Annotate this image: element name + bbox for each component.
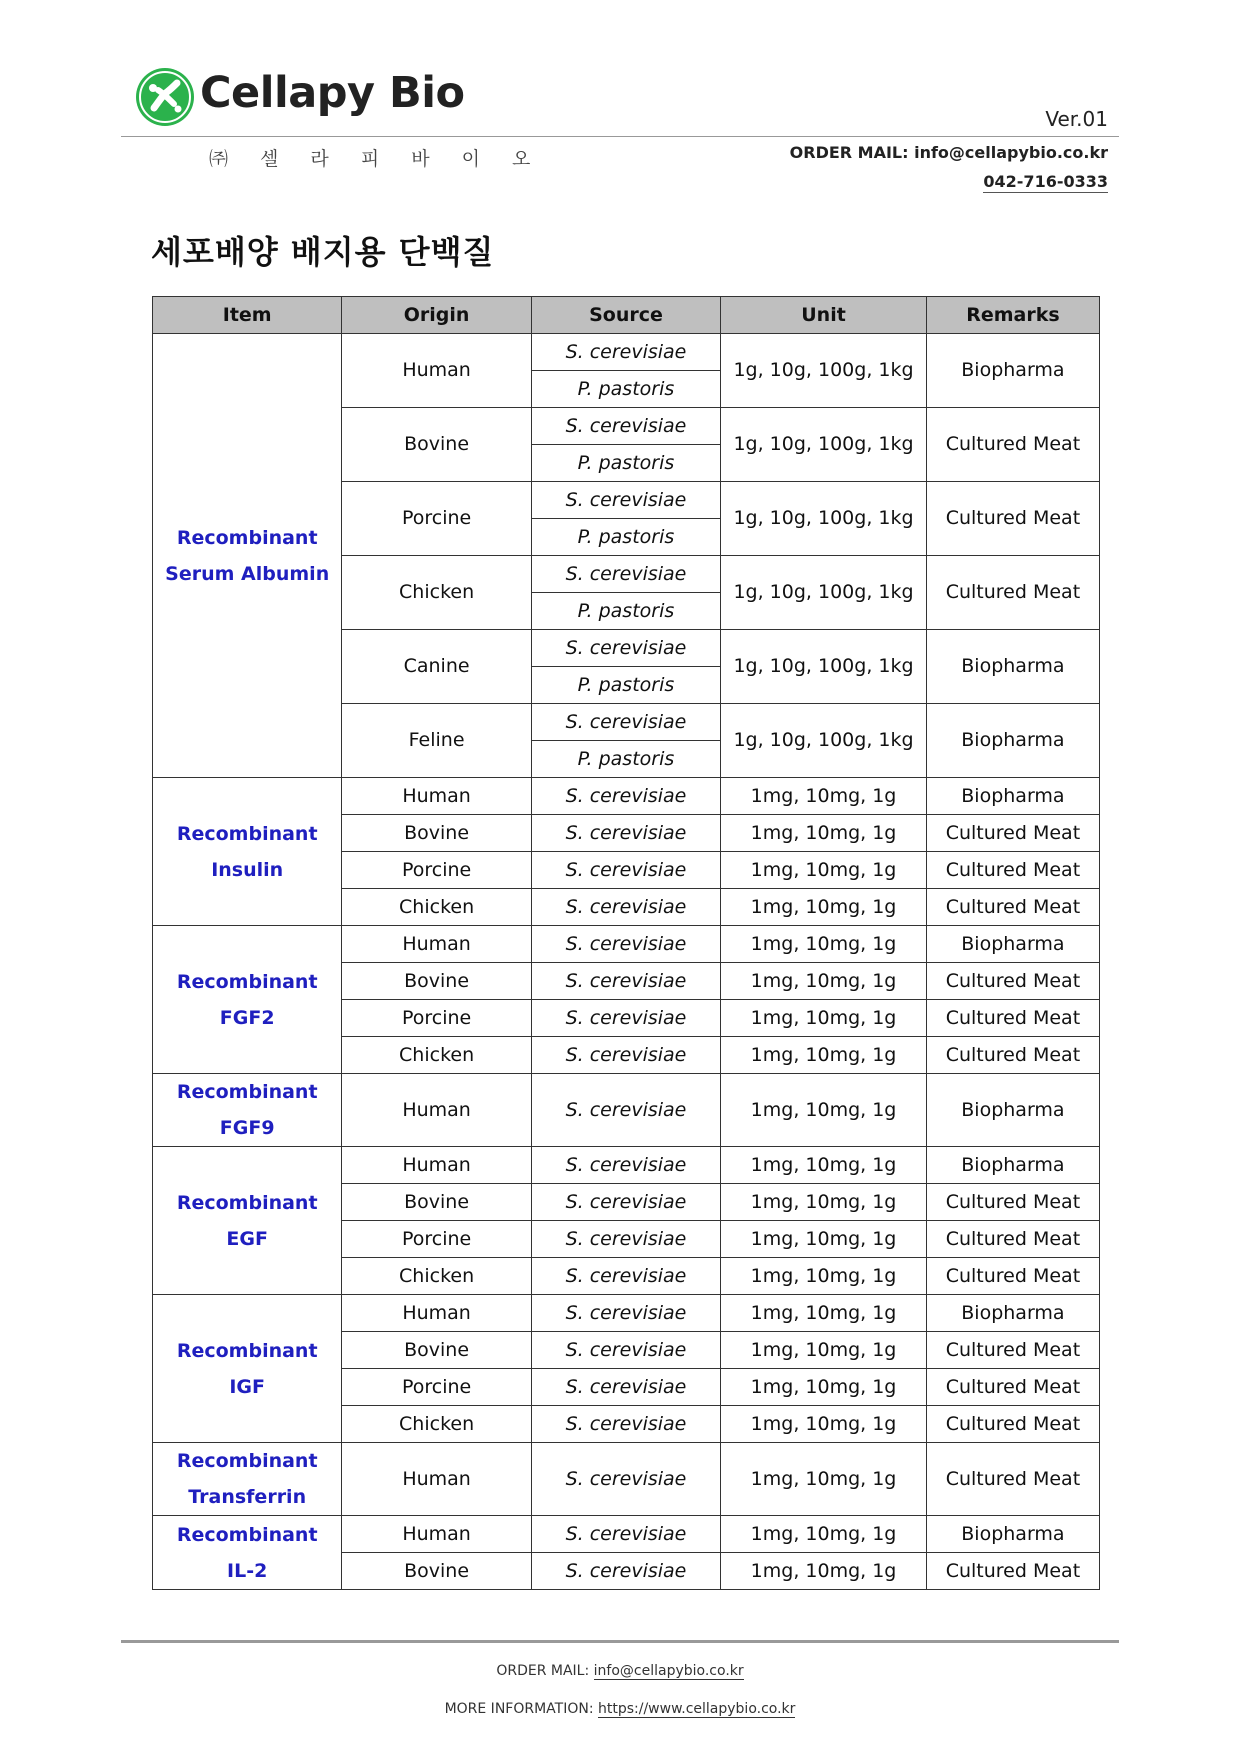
origin-cell: Porcine	[342, 1000, 531, 1037]
unit-cell: 1mg, 10mg, 1g	[721, 815, 927, 852]
origin-cell: Chicken	[342, 556, 531, 630]
remarks-cell: Biopharma	[926, 1295, 1099, 1332]
source-cell: S. cerevisiae	[531, 1074, 720, 1147]
remarks-cell: Cultured Meat	[926, 1369, 1099, 1406]
remarks-cell: Cultured Meat	[926, 1184, 1099, 1221]
item-name-line: IL-2	[227, 1559, 268, 1582]
item-cell	[153, 1074, 342, 1147]
origin-cell: Chicken	[342, 1258, 531, 1295]
unit-cell: 1mg, 10mg, 1g	[721, 1443, 927, 1516]
origin-cell: Chicken	[342, 889, 531, 926]
header-remarks: Remarks	[926, 297, 1099, 334]
source-cell: S. cerevisiae	[531, 1184, 720, 1221]
remarks-cell: Cultured Meat	[926, 1443, 1099, 1516]
item-name-line: IGF	[229, 1375, 266, 1398]
item-cell	[153, 1147, 342, 1295]
item-name-line: Insulin	[211, 858, 284, 881]
table-row	[153, 778, 1100, 815]
source-cell: S. cerevisiae	[531, 926, 720, 963]
remarks-cell: Cultured Meat	[926, 556, 1099, 630]
table-header-row	[153, 297, 1100, 334]
item-cell	[153, 334, 342, 778]
remarks-cell: Biopharma	[926, 778, 1099, 815]
footer-order-mail-link[interactable]: info@cellapybio.co.kr	[593, 1663, 744, 1679]
source-cell: P. pastoris	[531, 371, 720, 408]
source-cell: S. cerevisiae	[531, 889, 720, 926]
source-cell: S. cerevisiae	[531, 704, 720, 741]
cellapy-logo-icon	[134, 66, 196, 128]
remarks-cell: Cultured Meat	[926, 1553, 1099, 1590]
unit-cell: 1mg, 10mg, 1g	[721, 963, 927, 1000]
remarks-cell: Cultured Meat	[926, 1332, 1099, 1369]
source-cell: S. cerevisiae	[531, 852, 720, 889]
source-cell: S. cerevisiae	[531, 1147, 720, 1184]
origin-cell: Human	[342, 1147, 531, 1184]
source-cell: S. cerevisiae	[531, 1000, 720, 1037]
unit-cell: 1mg, 10mg, 1g	[721, 1147, 927, 1184]
remarks-cell: Cultured Meat	[926, 1258, 1099, 1295]
origin-cell: Chicken	[342, 1037, 531, 1074]
source-cell: S. cerevisiae	[531, 778, 720, 815]
unit-cell: 1mg, 10mg, 1g	[721, 1406, 927, 1443]
item-name-line: Serum Albumin	[165, 562, 330, 585]
origin-cell: Bovine	[342, 1184, 531, 1221]
source-cell: S. cerevisiae	[531, 1369, 720, 1406]
origin-cell: Human	[342, 1443, 531, 1516]
footer-divider	[121, 1640, 1119, 1643]
source-cell: P. pastoris	[531, 667, 720, 704]
order-mail-value[interactable]: info@cellapybio.co.kr	[914, 143, 1108, 162]
source-cell: P. pastoris	[531, 741, 720, 778]
unit-cell: 1mg, 10mg, 1g	[721, 1553, 927, 1590]
item-cell	[153, 1295, 342, 1443]
origin-cell: Bovine	[342, 408, 531, 482]
origin-cell: Canine	[342, 630, 531, 704]
origin-cell: Bovine	[342, 1553, 531, 1590]
item-name-line: Recombinant	[176, 1191, 318, 1214]
unit-cell: 1mg, 10mg, 1g	[721, 889, 927, 926]
origin-cell: Bovine	[342, 815, 531, 852]
origin-cell: Human	[342, 1295, 531, 1332]
header-item: Item	[153, 297, 342, 334]
remarks-cell: Biopharma	[926, 704, 1099, 778]
unit-cell: 1mg, 10mg, 1g	[721, 926, 927, 963]
origin-cell: Porcine	[342, 1369, 531, 1406]
unit-cell: 1mg, 10mg, 1g	[721, 1332, 927, 1369]
unit-cell: 1mg, 10mg, 1g	[721, 778, 927, 815]
unit-cell: 1mg, 10mg, 1g	[721, 1037, 927, 1074]
origin-cell: Bovine	[342, 1332, 531, 1369]
unit-cell: 1g, 10g, 100g, 1kg	[721, 556, 927, 630]
source-cell: S. cerevisiae	[531, 1553, 720, 1590]
remarks-cell: Cultured Meat	[926, 889, 1099, 926]
item-name-line: Recombinant	[176, 526, 318, 549]
origin-cell: Porcine	[342, 1221, 531, 1258]
remarks-cell: Cultured Meat	[926, 815, 1099, 852]
source-cell: S. cerevisiae	[531, 815, 720, 852]
source-cell: S. cerevisiae	[531, 1221, 720, 1258]
product-table	[152, 296, 1100, 1590]
unit-cell: 1mg, 10mg, 1g	[721, 1295, 927, 1332]
header-source: Source	[531, 297, 720, 334]
source-cell: P. pastoris	[531, 519, 720, 556]
table-body	[153, 334, 1100, 1590]
remarks-cell: Biopharma	[926, 1074, 1099, 1147]
unit-cell: 1mg, 10mg, 1g	[721, 1516, 927, 1553]
footer-more-info	[0, 1701, 1240, 1717]
unit-cell: 1g, 10g, 100g, 1kg	[721, 704, 927, 778]
source-cell: S. cerevisiae	[531, 408, 720, 445]
remarks-cell: Cultured Meat	[926, 1221, 1099, 1258]
source-cell: P. pastoris	[531, 445, 720, 482]
source-cell: S. cerevisiae	[531, 1443, 720, 1516]
source-cell: S. cerevisiae	[531, 1295, 720, 1332]
order-mail	[790, 143, 1108, 162]
source-cell: S. cerevisiae	[531, 1037, 720, 1074]
source-cell: S. cerevisiae	[531, 630, 720, 667]
origin-cell: Porcine	[342, 482, 531, 556]
header-origin: Origin	[342, 297, 531, 334]
source-cell: S. cerevisiae	[531, 1516, 720, 1553]
remarks-cell: Cultured Meat	[926, 1406, 1099, 1443]
origin-cell: Human	[342, 334, 531, 408]
unit-cell: 1mg, 10mg, 1g	[721, 1221, 927, 1258]
remarks-cell: Biopharma	[926, 1147, 1099, 1184]
item-name-line: Recombinant	[176, 1523, 318, 1546]
source-cell: S. cerevisiae	[531, 963, 720, 1000]
item-cell	[153, 1443, 342, 1516]
origin-cell: Human	[342, 1516, 531, 1553]
table-row	[153, 1295, 1100, 1332]
item-cell	[153, 926, 342, 1074]
source-cell: S. cerevisiae	[531, 1332, 720, 1369]
origin-cell: Human	[342, 778, 531, 815]
footer-website-link[interactable]: https://www.cellapybio.co.kr	[598, 1701, 796, 1717]
source-cell: S. cerevisiae	[531, 1406, 720, 1443]
table-row	[153, 1516, 1100, 1553]
brand-name: Cellapy Bio	[200, 68, 465, 118]
remarks-cell: Cultured Meat	[926, 963, 1099, 1000]
source-cell: S. cerevisiae	[531, 1258, 720, 1295]
phone-number[interactable]: 042-716-0333	[983, 172, 1108, 191]
remarks-cell: Cultured Meat	[926, 482, 1099, 556]
header-unit: Unit	[721, 297, 927, 334]
unit-cell: 1mg, 10mg, 1g	[721, 852, 927, 889]
company-korean-name: ㈜ 셀 라 피 바 이 오	[209, 148, 544, 170]
page-title: 세포배양 배지용 단백질	[151, 233, 495, 271]
item-name-line: Recombinant	[176, 1339, 318, 1362]
remarks-cell: Cultured Meat	[926, 852, 1099, 889]
item-name-line: Transferrin	[188, 1486, 307, 1508]
source-cell: S. cerevisiae	[531, 556, 720, 593]
unit-cell: 1mg, 10mg, 1g	[721, 1074, 927, 1147]
unit-cell: 1g, 10g, 100g, 1kg	[721, 630, 927, 704]
source-cell: P. pastoris	[531, 593, 720, 630]
table-row	[153, 1147, 1100, 1184]
item-name-line: Recombinant	[176, 822, 318, 845]
item-name-line: EGF	[226, 1227, 268, 1250]
origin-cell: Porcine	[342, 852, 531, 889]
item-name-line: FGF2	[219, 1006, 275, 1029]
origin-cell: Human	[342, 926, 531, 963]
remarks-cell: Biopharma	[926, 926, 1099, 963]
item-name-line: FGF9	[219, 1117, 275, 1139]
origin-cell: Feline	[342, 704, 531, 778]
item-cell	[153, 778, 342, 926]
unit-cell: 1g, 10g, 100g, 1kg	[721, 334, 927, 408]
unit-cell: 1mg, 10mg, 1g	[721, 1369, 927, 1406]
source-cell: S. cerevisiae	[531, 334, 720, 371]
remarks-cell: Cultured Meat	[926, 408, 1099, 482]
unit-cell: 1g, 10g, 100g, 1kg	[721, 408, 927, 482]
order-mail-label: ORDER MAIL:	[789, 143, 909, 162]
table-row	[153, 926, 1100, 963]
item-name-line: Recombinant	[176, 1450, 318, 1472]
header-divider	[121, 136, 1119, 137]
unit-cell: 1mg, 10mg, 1g	[721, 1000, 927, 1037]
footer-more-info-label: MORE INFORMATION:	[444, 1701, 598, 1717]
footer-order-mail	[0, 1663, 1240, 1679]
version-label: Ver.01	[1045, 107, 1108, 131]
item-cell	[153, 1516, 342, 1590]
remarks-cell: Cultured Meat	[926, 1000, 1099, 1037]
origin-cell: Human	[342, 1074, 531, 1147]
footer-order-mail-label: ORDER MAIL:	[496, 1663, 594, 1679]
origin-cell: Bovine	[342, 963, 531, 1000]
remarks-cell: Biopharma	[926, 1516, 1099, 1553]
origin-cell: Chicken	[342, 1406, 531, 1443]
unit-cell: 1mg, 10mg, 1g	[721, 1258, 927, 1295]
source-cell: S. cerevisiae	[531, 482, 720, 519]
item-name-line: Recombinant	[176, 970, 318, 993]
unit-cell: 1g, 10g, 100g, 1kg	[721, 482, 927, 556]
remarks-cell: Biopharma	[926, 630, 1099, 704]
table-row	[153, 334, 1100, 371]
remarks-cell: Cultured Meat	[926, 1037, 1099, 1074]
unit-cell: 1mg, 10mg, 1g	[721, 1184, 927, 1221]
remarks-cell: Biopharma	[926, 334, 1099, 408]
item-name-line: Recombinant	[176, 1081, 318, 1103]
